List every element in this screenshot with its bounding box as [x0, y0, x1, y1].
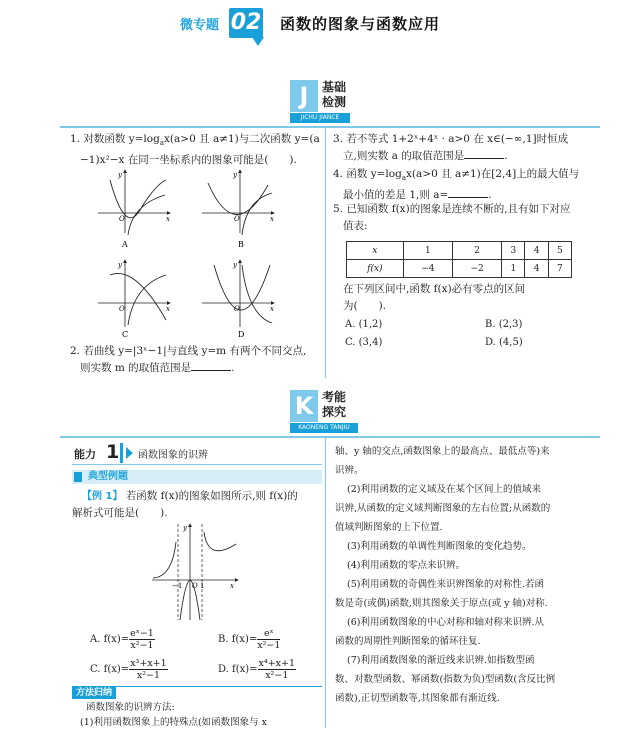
section-badge-kaoneng [290, 390, 380, 434]
section1-top-line [60, 126, 600, 128]
example-option-d[interactable] [218, 658, 296, 681]
fraction-num: eˣ−1 [130, 627, 154, 639]
option-row [345, 335, 595, 351]
ability-arrow [126, 447, 133, 459]
ability-underline [72, 464, 322, 465]
table-cell: x [347, 242, 404, 260]
fraction [129, 628, 155, 651]
right-text-line: 数、对数型函数、幂函数(指数为负)型函数(含反比例 [335, 674, 556, 685]
option-row [345, 317, 595, 333]
table-cell: −4 [403, 260, 452, 278]
svg-text:x: x [270, 305, 274, 313]
graph-c [98, 260, 170, 339]
example-1-text: 若函数 f(x)的图象如图所示,则 f(x)的 [125, 490, 298, 502]
example-1-line2: 解析式可能是( ). [72, 507, 168, 519]
section-badge-jichu [290, 80, 370, 124]
question-5-value-table [346, 241, 572, 278]
graph-d-label: D [238, 330, 245, 339]
section-badge-kaoneng-letter: K [290, 390, 318, 422]
question-1-graphs [90, 165, 280, 340]
fraction [257, 628, 280, 651]
method-line2: (1)利用函数图象上的特殊点(如函数图象与 x [80, 717, 268, 728]
option-row [90, 656, 324, 682]
right-text-line: 值域判断图象的上下位置. [335, 522, 443, 533]
example-1-tag: 【例 1】 [82, 491, 123, 502]
example-option-a-prefix: A. f(x)= [90, 633, 130, 645]
question-4-text-b: x(a>0 且 a≠1)在[2,4]上的最大值与 [406, 168, 580, 180]
method-line1: 函数图象的识辨方法: [86, 702, 175, 713]
method-title: 方法归纳 [72, 687, 116, 699]
fraction-den: x²−1 [265, 669, 289, 681]
svg-text:x: x [166, 305, 170, 313]
question-2-line2-wrap: 则实数 m 的取值范围是 . [80, 362, 235, 374]
right-column-text [335, 442, 593, 708]
fraction-den: x²−1 [257, 639, 281, 651]
example-1-options [90, 626, 324, 682]
graph-b-label: B [238, 240, 244, 249]
option-c[interactable]: C. (3,4) [345, 337, 383, 348]
right-text-line: (7)利用函数图象的渐近线来识辨.如指数型函 [347, 655, 535, 666]
question-1-line2: −1)x²−x 在同一坐标系内的图象可能是( ). [80, 154, 297, 167]
right-text-line: 识辨,从函数的定义域判断图象的左右位置;从函数的 [335, 503, 551, 514]
question-2-blank [191, 370, 231, 371]
right-text-line: (3)利用函数的单调性判断图象的变化趋势。 [347, 541, 532, 552]
question-1-subscript: a [159, 139, 165, 148]
example-1-graph [150, 522, 240, 622]
svg-text:x: x [230, 582, 234, 590]
option-a[interactable]: A. (1,2) [345, 319, 383, 330]
right-text-line: 函数),正切型函数等,其图象都有渐近线. [335, 693, 500, 704]
right-text-line: (2)利用函数的定义域及在某个区间上的值域来 [347, 484, 541, 495]
header-badge-tail [252, 37, 264, 46]
page-title: 函数的图象与函数应用 [280, 15, 441, 33]
section-badge-jichu-title1: 基础 [322, 80, 347, 94]
example-option-b[interactable] [218, 628, 280, 651]
ability-header [72, 443, 322, 465]
section-badge-kaoneng-title1: 考能 [322, 390, 347, 404]
right-text-line: 识辨。 [335, 465, 364, 476]
table-cell: f(x) [347, 260, 404, 278]
fraction-num: eˣ [257, 628, 280, 640]
right-text-line: (4)利用函数的零点来识辨。 [347, 560, 465, 571]
option-d[interactable]: D. (4,5) [485, 337, 523, 348]
example-option-a[interactable] [90, 628, 218, 651]
header-number: 02 [230, 10, 262, 35]
fraction [258, 658, 297, 681]
typical-title: 典型例题 [88, 471, 128, 482]
fraction-den: x²−1 [130, 639, 154, 651]
question-1 [70, 131, 325, 169]
svg-text:1: 1 [200, 582, 205, 590]
example-option-c[interactable] [90, 658, 218, 681]
fraction-num: x⁴+x+1 [258, 657, 296, 669]
question-3-line1: 3. 若不等式 1+2ˣ+4ˣ · a>0 在 x∈(−∞,1]时恒成 [333, 133, 569, 145]
svg-text:O: O [234, 215, 240, 223]
question-5-line3: 在下列区间中,函数 f(x)必有零点的区间 [343, 283, 526, 295]
question-4 [333, 166, 593, 204]
table-cell: 5 [548, 242, 571, 260]
question-4-subscript: a [401, 174, 407, 183]
section-badge-kaoneng-pinyin: KAONENG TANJIU [290, 423, 358, 433]
section1-column-divider [325, 128, 326, 378]
question-3-blank [464, 158, 504, 159]
graph-a [98, 170, 170, 249]
svg-text:O: O [192, 582, 198, 590]
fraction-num: x³+x+1 [130, 657, 167, 669]
fraction-den: x²−1 [136, 669, 161, 681]
question-3 [333, 131, 593, 165]
graph-a-label: A [122, 240, 128, 249]
question-5-cont [343, 281, 593, 315]
question-2-line1: 2. 若曲线 y=|3ˣ−1|与直线 y=m 有两个不同交点, [70, 345, 307, 357]
table-cell: 1 [502, 260, 525, 278]
svg-text:O: O [119, 305, 125, 313]
section2-top-line [60, 436, 600, 438]
question-4-line2: 最小值的差是 1,则 a= [343, 189, 449, 202]
svg-text:y: y [118, 171, 122, 179]
right-text-line: (5)利用函数的奇偶性来识辨图象的对称性.若函 [347, 579, 544, 590]
example-option-b-prefix: B. f(x)= [218, 633, 258, 645]
table-cell: 4 [525, 260, 548, 278]
graph-d [202, 260, 274, 339]
question-4-line2-wrap: 最小值的差是 1,则 a= . [343, 189, 492, 202]
svg-text:y: y [183, 524, 187, 532]
question-2-line2: 则实数 m 的取值范围是 [80, 362, 192, 374]
question-5-line1: 5. 已知函数 f(x)的图象是连续不断的,且有如下对应 [333, 203, 571, 215]
section-badge-jichu-letter: J [290, 80, 318, 112]
svg-text:x: x [270, 215, 274, 223]
typical-example-header [72, 470, 322, 484]
table-cell: −2 [452, 260, 501, 278]
question-1-line1 [70, 131, 325, 152]
question-5-options [345, 317, 595, 351]
ability-bar [120, 443, 123, 463]
question-5-line4: 为( ). [343, 300, 387, 312]
table-cell: 2 [452, 242, 501, 260]
ability-title: 函数图象的识辨 [138, 450, 208, 461]
example-option-d-prefix: D. f(x)= [218, 663, 258, 675]
header-label: 微专题 [180, 18, 220, 33]
svg-text:y: y [233, 171, 237, 179]
svg-text:x: x [166, 215, 170, 223]
svg-text:O: O [234, 305, 240, 313]
ability-number: 1 [106, 441, 120, 463]
question-4-text-a: 4. 函数 y=log [333, 168, 402, 180]
question-4-line1 [333, 166, 593, 187]
svg-text:−1: −1 [172, 582, 183, 590]
example-1-line1 [72, 488, 324, 505]
question-1-text-b: x(a>0 且 a≠1)与二次函数 y=(a [164, 133, 320, 145]
right-text-line: 轴、y 轴的交点,函数图象上的最高点、最低点等)来 [335, 446, 550, 457]
option-b[interactable]: B. (2,3) [485, 319, 523, 330]
question-1-text-a: 1. 对数函数 y=log [70, 133, 160, 145]
question-5-line2: 值表: [343, 220, 368, 232]
svg-text:y: y [233, 261, 237, 269]
method-text [80, 700, 324, 730]
section-badge-jichu-pinyin: JICHU JIANCE [290, 113, 350, 123]
section-badge-jichu-title2: 检测 [322, 95, 347, 109]
table-cell: 4 [525, 242, 548, 260]
question-3-line2: 立,则实数 a 的取值范围是 [343, 150, 465, 162]
table-row [347, 260, 572, 278]
table-row [347, 242, 572, 260]
option-row [90, 626, 324, 652]
question-4-blank [448, 197, 488, 198]
question-3-line2-wrap: 立,则实数 a 的取值范围是 . [343, 150, 508, 162]
table-cell: 1 [403, 242, 452, 260]
fraction [129, 658, 168, 681]
right-text-line: (6)利用函数图象的中心对称和轴对称来识辨.从 [347, 617, 544, 628]
typical-icon [74, 472, 82, 482]
right-text-line: 函数的周期性判断图象的循环往复. [335, 636, 481, 647]
example-option-c-prefix: C. f(x)= [90, 663, 130, 675]
graph-c-label: C [122, 330, 129, 339]
question-2 [70, 343, 325, 377]
method-header [72, 686, 322, 699]
section2-column-divider [325, 438, 326, 728]
header-number-badge [229, 8, 263, 38]
right-text-line: 数是奇(或偶)函数,则其图象关于原点(或 y 轴)对称. [335, 598, 548, 609]
graph-b [202, 170, 274, 249]
svg-text:y: y [118, 261, 122, 269]
example-1 [72, 488, 324, 522]
question-5 [333, 201, 593, 235]
table-cell: 7 [548, 260, 571, 278]
svg-text:O: O [119, 215, 125, 223]
section-badge-kaoneng-title2: 探究 [322, 405, 347, 419]
ability-label: 能力 [74, 448, 96, 461]
table-cell: 3 [502, 242, 525, 260]
